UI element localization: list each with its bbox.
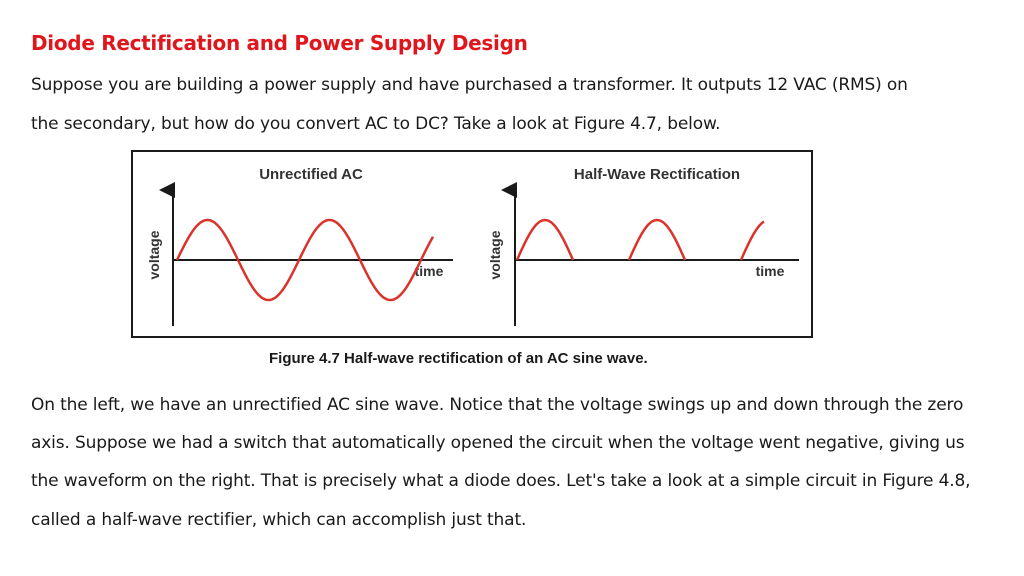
- right-y-label: voltage: [487, 230, 503, 280]
- body-text-line-1: On the left, we have an unrectified AC sine wave. Notice that the voltage swings up and down through the zero: [31, 395, 964, 415]
- figure-diagram: [133, 152, 811, 336]
- left-x-label: time: [414, 263, 444, 279]
- intro-text-line-2: the secondary, but how do you convert AC to DC? Take a look at Figure 4.7, below.: [31, 114, 721, 134]
- left-panel-title: Unrectified AC: [259, 166, 363, 183]
- right-x-label: time: [755, 263, 785, 279]
- right-half-wave-rectified: [517, 220, 764, 260]
- body-text-line-2: axis. Suppose we had a switch that automatically opened the circuit when the voltage went negative, giving us: [31, 433, 965, 453]
- left-y-label: voltage: [146, 230, 162, 280]
- intro-text-line-1: Suppose you are building a power supply and have purchased a transformer. It outputs 12 VAC (RMS) on: [31, 75, 908, 95]
- body-text-line-4: called a half-wave rectifier, which can accomplish just that.: [31, 510, 527, 530]
- right-panel-title: Half-Wave Rectification: [573, 166, 741, 183]
- figure-caption: Figure 4.7 Half-wave rectification of an AC sine wave.: [269, 350, 648, 367]
- body-text-line-3: the waveform on the right. That is precisely what a diode does. Let's take a look at a simple circuit in Figure 4.8,: [31, 471, 971, 491]
- slide-title: Diode Rectification and Power Supply Design: [31, 31, 528, 55]
- figure-4-7: [131, 150, 813, 338]
